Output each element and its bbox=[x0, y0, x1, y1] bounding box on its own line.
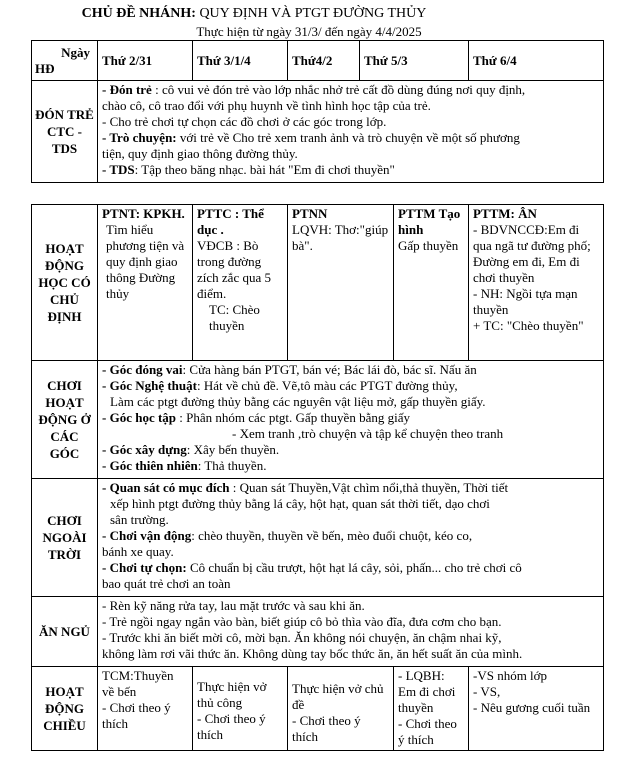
hdhcd-friday bbox=[469, 205, 604, 361]
goc-line: - Góc học tập : Phân nhóm các ptgt. Gấp thuyền bằng giấy bbox=[102, 410, 410, 425]
ngoai-troi-line: bánh xe quay. bbox=[102, 544, 174, 559]
chieu-monday bbox=[98, 667, 193, 751]
row-hoat-dong-chieu bbox=[32, 667, 604, 751]
lesson-text: - BDVNCCĐ:Em đi qua ngã tư đường phố; Đường em đi, Em đi chơi thuyền bbox=[473, 222, 591, 285]
row-choi-ngoai-troi bbox=[32, 479, 604, 597]
row-hoat-dong-hoc bbox=[32, 205, 604, 361]
page-subtitle: Thực hiện từ ngày 31/3/ đến ngày 4/4/2025 bbox=[196, 24, 422, 39]
lesson-text: Tìm hiểu phương tiện và quy định giao thông Đường thủy bbox=[106, 222, 185, 301]
don-tre-line-3: - Cho trẻ chơi tự chọn các đồ chơi ở các góc trong lớp. bbox=[102, 114, 387, 129]
chieu-friday bbox=[469, 667, 604, 751]
ngoai-troi-line: xếp hình ptgt đường thủy bằng lá cây, hột hạt, quan sát thời tiết, dạo chơi bbox=[110, 496, 490, 511]
afternoon-play: - Chơi theo ý thích bbox=[197, 711, 266, 742]
hdhcd-tuesday bbox=[193, 205, 288, 361]
ngoai-troi-line: - Quan sát có mục đích : Quan sát Thuyền,Vật chìm nổi,thả thuyền, Thời tiết bbox=[102, 480, 509, 495]
goc-line: - Góc xây dựng: Xây bến thuyền. bbox=[102, 442, 280, 457]
an-ngu-line: không làm rơi vãi thức ăn. Không dùng tay bốc thức ăn, ăn hết suất ăn của mình. bbox=[102, 646, 523, 661]
afternoon-activity: - LQBH: Em đi chơi thuyền bbox=[398, 668, 456, 715]
row-label-choi-ngoai-troi: CHƠI NGOÀI TRỜI bbox=[32, 479, 98, 597]
corner-day-label: Ngày bbox=[61, 44, 90, 60]
day-tuesday: Thứ 3/1/4 bbox=[193, 41, 288, 81]
afternoon-activity: Thực hiện vở chủ đề bbox=[292, 681, 384, 712]
afternoon-activity: - VS, bbox=[473, 684, 501, 699]
ngoai-troi-line: - Chơi vận động: chèo thuyền, thuyền về bến, mèo đuổi chuột, kéo co, bbox=[102, 528, 473, 543]
day-thursday: Thứ 5/3 bbox=[360, 41, 469, 81]
lesson-text: LQVH: Thơ:"giúp bà". bbox=[292, 222, 389, 253]
day-monday: Thứ 2/31 bbox=[98, 41, 193, 81]
page-title bbox=[0, 6, 563, 22]
afternoon-activity: Thực hiện vở thủ công bbox=[197, 679, 267, 710]
goc-line: - Góc Nghệ thuật: Hát về chủ đề. Vẽ,tô màu các PTGT đường thủy, bbox=[102, 378, 458, 393]
don-tre-line-4: - Trò chuyện: với trẻ về Cho trẻ xem tranh ảnh và trò chuyện về một số phương bbox=[102, 130, 520, 145]
afternoon-activity: - Nêu gương cuối tuần bbox=[473, 700, 591, 715]
ngoai-troi-line: - Chơi tự chọn: Cô chuẩn bị cầu trượt, hột hạt lá cây, sỏi, phấn... cho trẻ chơi cô bbox=[102, 560, 522, 575]
afternoon-play: - Chơi theo ý thích bbox=[398, 716, 457, 747]
row-an-ngu bbox=[32, 597, 604, 667]
title-prefix: CHỦ ĐỀ NHÁNH: bbox=[81, 6, 196, 21]
hdhcd-thursday bbox=[394, 205, 469, 361]
afternoon-play: - Chơi theo ý thích bbox=[292, 713, 361, 744]
game-text: TC: Chèo thuyền bbox=[209, 302, 260, 333]
row-label-don-tre: ĐÓN TRẺ CTC - TDS bbox=[32, 81, 98, 183]
listening-text: - NH: Ngồi tựa mạn thuyền bbox=[473, 286, 578, 317]
chieu-thursday bbox=[394, 667, 469, 751]
day-friday: Thứ 6/4 bbox=[469, 41, 604, 81]
subject-heading: PTTC : Thể dục . bbox=[197, 206, 264, 237]
don-tre-line-6: - TDS: Tập theo băng nhạc. bài hát "Em đi chơi thuyền" bbox=[102, 162, 395, 177]
day-header-row bbox=[32, 41, 604, 81]
day-wednesday: Thứ4/2 bbox=[288, 41, 360, 81]
schedule-table-bottom bbox=[31, 204, 604, 751]
ngoai-troi-line: bao quát trẻ chơi an toàn bbox=[102, 576, 231, 591]
corner-cell bbox=[32, 41, 98, 81]
an-ngu-content bbox=[98, 597, 604, 667]
goc-line: - Xem tranh ,trò chuyện và tập kể chuyện theo tranh bbox=[232, 426, 504, 441]
hdhcd-monday bbox=[98, 205, 193, 361]
row-don-tre bbox=[32, 81, 604, 183]
don-tre-line-1: - Đón trẻ : cô vui vẻ đón trẻ vào lớp nhắc nhở trẻ cất đồ dùng đúng nơi quy định, bbox=[102, 82, 526, 97]
row-label-hoat-dong-hoc: HOẠT ĐỘNG HỌC CÓ CHỦ ĐỊNH bbox=[32, 205, 98, 361]
title-topic: QUY ĐỊNH VÀ PTGT ĐƯỜNG THỦY bbox=[195, 6, 427, 21]
lesson-text: Gấp thuyền bbox=[398, 238, 459, 253]
row-label-choi-goc: CHƠI HOẠT ĐỘNG Ở CÁC GÓC bbox=[32, 361, 98, 479]
subject-heading: PTNT: KPKH. bbox=[102, 206, 185, 221]
afternoon-play: - Chơi theo ý thích bbox=[102, 700, 171, 731]
afternoon-activity: -VS nhóm lớp bbox=[473, 668, 548, 683]
corner-activity-label: HĐ bbox=[35, 60, 55, 76]
an-ngu-line: - Trước khi ăn biết mời cô, mời bạn. Ăn không nói chuyện, ăn chậm nhai kỹ, bbox=[102, 630, 502, 645]
chieu-wednesday bbox=[288, 667, 394, 751]
an-ngu-line: - Rèn kỹ năng rửa tay, lau mặt trước và sau khi ăn. bbox=[102, 598, 365, 613]
goc-line: Làm các ptgt đường thủy bằng các nguyên vật liệu mở, gấp thuyền giấy. bbox=[110, 394, 486, 409]
subject-heading: PTNN bbox=[292, 206, 328, 221]
goc-line: - Góc đóng vai: Cửa hàng bán PTGT, bán vé; Bác lái đò, bác sĩ. Nấu ăn bbox=[102, 362, 477, 377]
subject-heading: PTTM: ÂN bbox=[473, 206, 537, 221]
chieu-tuesday bbox=[193, 667, 288, 751]
don-tre-line-2: chào cô, cô trao đổi với phụ huynh về tình hình học tập của trẻ. bbox=[102, 98, 431, 113]
goc-line: - Góc thiên nhiên: Thả thuyền. bbox=[102, 458, 267, 473]
goc-content bbox=[98, 361, 604, 479]
schedule-table-top bbox=[31, 40, 604, 183]
ngoai-troi-line: sân trường. bbox=[110, 512, 169, 527]
lesson-text: VĐCB : Bò trong đường zích zắc qua 5 điểm. bbox=[197, 238, 271, 301]
afternoon-activity: TCM:Thuyền về bến bbox=[102, 668, 174, 699]
don-tre-content bbox=[98, 81, 604, 183]
row-label-an-ngu: ĂN NGỦ bbox=[32, 597, 98, 667]
row-label-hoat-dong-chieu: HOẠT ĐỘNG CHIỀU bbox=[32, 667, 98, 751]
game-text: + TC: "Chèo thuyền" bbox=[473, 318, 584, 333]
don-tre-line-5: tiện, quy định giao thông đường thủy. bbox=[102, 146, 298, 161]
hdhcd-wednesday bbox=[288, 205, 394, 361]
ngoai-troi-content bbox=[98, 479, 604, 597]
an-ngu-line: - Trẻ ngồi ngay ngắn vào bàn, biết giúp cô bỏ thìa vào đĩa, đưa cơm cho bạn. bbox=[102, 614, 502, 629]
subject-heading: PTTM Tạo hình bbox=[398, 206, 461, 237]
row-choi-goc bbox=[32, 361, 604, 479]
